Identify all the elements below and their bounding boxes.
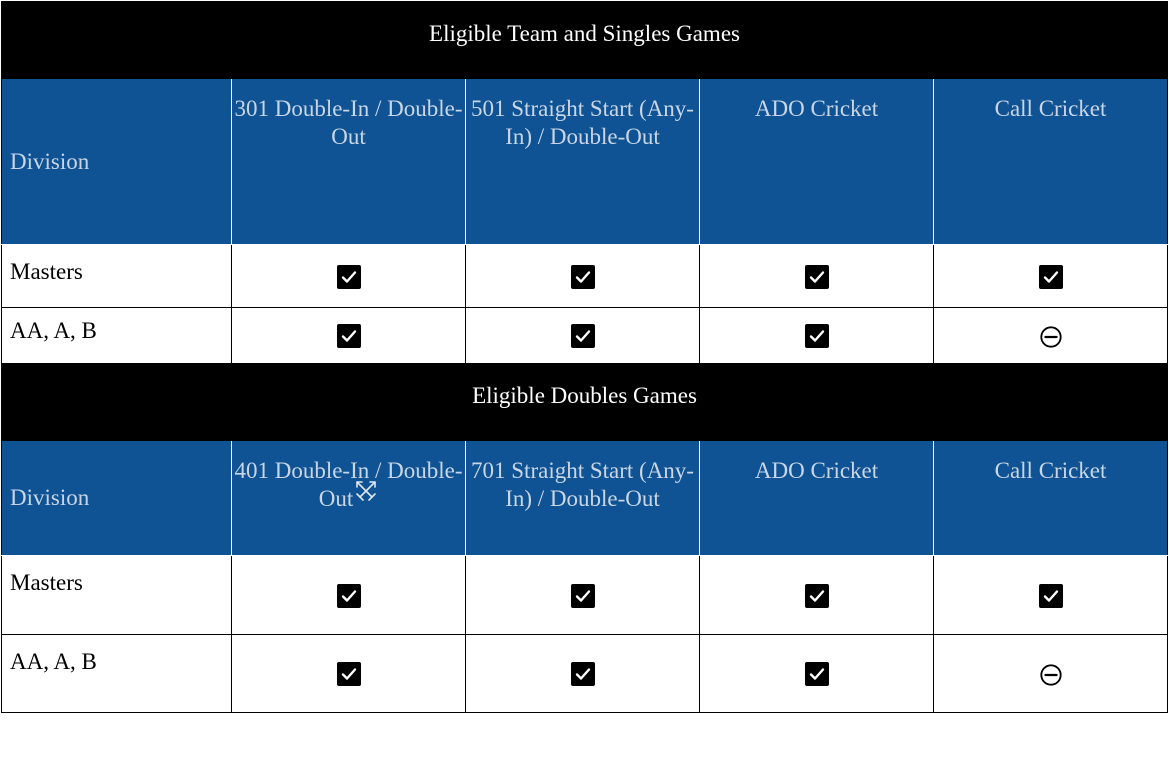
division-aa-a-b: AA, A, B [2,308,232,364]
game-header-401-label: 401 Double-In / Double-Out [234,458,463,511]
game-header-301: 301 Double-In / Double-Out [232,79,466,245]
checkbox-checked-icon [570,264,596,290]
section-banner [2,2,1168,79]
division-masters: Masters [2,245,232,308]
mark-cell [232,245,466,308]
mark-cell [934,556,1168,635]
crossed-swords-icon [354,479,378,503]
mark-cell [700,635,934,713]
checkbox-checked-icon [804,264,830,290]
game-header-call-cricket: Call Cricket [934,79,1168,245]
header-row [2,441,1168,556]
division-header: Division [2,79,232,245]
checkbox-checked-icon [336,661,362,687]
division-masters: Masters [2,556,232,635]
mark-cell [934,635,1168,713]
mark-cell [466,245,700,308]
division-header: Division [2,441,232,556]
eligible-games-table [1,1,1168,713]
checkbox-checked-icon [804,583,830,609]
checkbox-checked-icon [570,583,596,609]
mark-cell [934,308,1168,364]
mark-cell [232,308,466,364]
game-header-501: 501 Straight Start (Any-In) / Double-Out [466,79,700,245]
game-header-call-cricket: Call Cricket [934,441,1168,556]
table-row [2,245,1168,308]
table-row [2,556,1168,635]
checkbox-checked-icon [336,323,362,349]
minus-circle-icon [1039,663,1063,687]
checkbox-checked-icon [570,661,596,687]
header-row [2,79,1168,245]
checkbox-checked-icon [336,264,362,290]
section-banner [2,364,1168,441]
game-header-401 [232,441,466,556]
mark-cell [466,308,700,364]
game-header-ado-cricket: ADO Cricket [700,79,934,245]
checkbox-checked-icon [1038,264,1064,290]
mark-cell [232,556,466,635]
checkbox-checked-icon [336,583,362,609]
section-title-team-singles: Eligible Team and Singles Games [2,2,1168,79]
mark-cell [466,635,700,713]
checkbox-checked-icon [570,323,596,349]
mark-cell [700,308,934,364]
game-header-ado-cricket: ADO Cricket [700,441,934,556]
mark-cell [934,245,1168,308]
eligibility-tables [1,1,1167,713]
checkbox-checked-icon [804,323,830,349]
minus-circle-icon [1039,325,1063,349]
mark-cell [700,556,934,635]
game-header-701: 701 Straight Start (Any-In) / Double-Out [466,441,700,556]
table-row [2,308,1168,364]
division-aa-a-b: AA, A, B [2,635,232,713]
checkbox-checked-icon [804,661,830,687]
mark-cell [700,245,934,308]
checkbox-checked-icon [1038,583,1064,609]
mark-cell [232,635,466,713]
section-title-doubles: Eligible Doubles Games [2,364,1168,441]
mark-cell [466,556,700,635]
table-row [2,635,1168,713]
